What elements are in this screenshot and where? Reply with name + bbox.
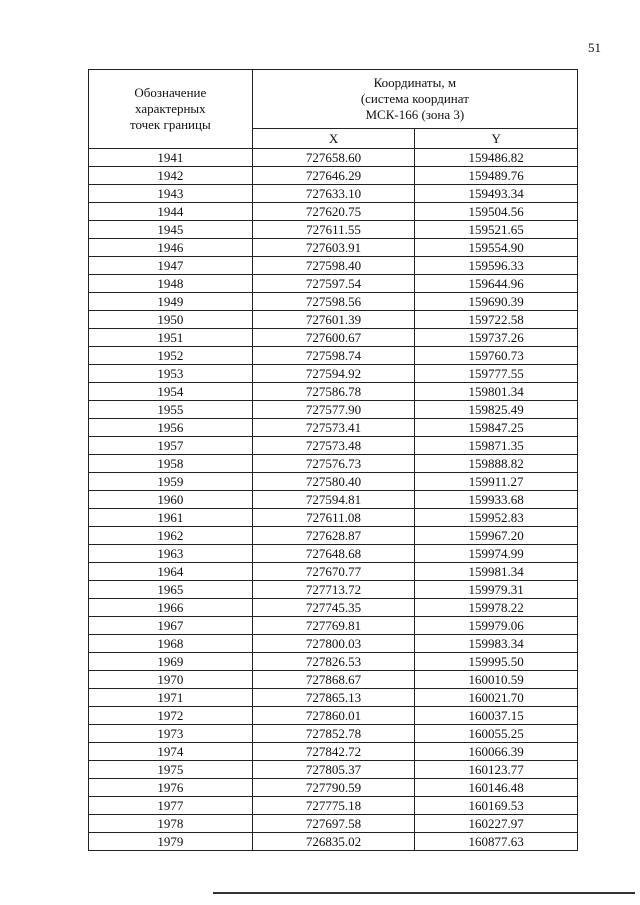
y-coordinate-cell: 159978.22 xyxy=(415,599,578,617)
x-coordinate-cell: 727580.40 xyxy=(252,473,415,491)
y-coordinate-cell: 160037.15 xyxy=(415,707,578,725)
x-coordinate-cell: 727670.77 xyxy=(252,563,415,581)
x-coordinate-cell: 727577.90 xyxy=(252,401,415,419)
x-coordinate-cell: 727611.55 xyxy=(252,221,415,239)
header-coords-line: (система координат xyxy=(360,91,469,107)
y-coordinate-cell: 159933.68 xyxy=(415,491,578,509)
table-row xyxy=(89,761,578,779)
point-id-cell: 1951 xyxy=(89,329,253,347)
table-row xyxy=(89,653,578,671)
point-id-cell: 1978 xyxy=(89,815,253,833)
x-coordinate-cell: 727586.78 xyxy=(252,383,415,401)
x-coordinate-cell: 727860.01 xyxy=(252,707,415,725)
point-id-cell: 1971 xyxy=(89,689,253,707)
y-coordinate-cell: 159974.99 xyxy=(415,545,578,563)
y-coordinate-cell: 160146.48 xyxy=(415,779,578,797)
table-row xyxy=(89,203,578,221)
point-id-cell: 1957 xyxy=(89,437,253,455)
header-coords-line: МСК-166 (зона 3) xyxy=(365,107,465,123)
x-coordinate-cell: 727598.74 xyxy=(252,347,415,365)
y-coordinate-cell: 159690.39 xyxy=(415,293,578,311)
point-id-cell: 1972 xyxy=(89,707,253,725)
point-id-cell: 1963 xyxy=(89,545,253,563)
table-row xyxy=(89,779,578,797)
x-coordinate-cell: 727697.58 xyxy=(252,815,415,833)
table-row xyxy=(89,473,578,491)
table-row xyxy=(89,725,578,743)
y-coordinate-cell: 159737.26 xyxy=(415,329,578,347)
x-coordinate-cell: 727620.75 xyxy=(252,203,415,221)
y-coordinate-cell: 159760.73 xyxy=(415,347,578,365)
footer-rule xyxy=(213,892,635,894)
table-row xyxy=(89,563,578,581)
y-coordinate-cell: 159493.34 xyxy=(415,185,578,203)
y-coordinate-cell: 160123.77 xyxy=(415,761,578,779)
table-row xyxy=(89,527,578,545)
y-coordinate-cell: 159489.76 xyxy=(415,167,578,185)
table-row xyxy=(89,383,578,401)
point-id-cell: 1954 xyxy=(89,383,253,401)
table-row xyxy=(89,707,578,725)
point-id-cell: 1973 xyxy=(89,725,253,743)
x-coordinate-cell: 727805.37 xyxy=(252,761,415,779)
point-id-cell: 1942 xyxy=(89,167,253,185)
header-x: X xyxy=(252,129,415,149)
y-coordinate-cell: 159911.27 xyxy=(415,473,578,491)
y-coordinate-cell: 159521.65 xyxy=(415,221,578,239)
table-row xyxy=(89,455,578,473)
table-row xyxy=(89,311,578,329)
x-coordinate-cell: 727865.13 xyxy=(252,689,415,707)
y-coordinate-cell: 159801.34 xyxy=(415,383,578,401)
point-id-cell: 1961 xyxy=(89,509,253,527)
table-row xyxy=(89,293,578,311)
point-id-cell: 1970 xyxy=(89,671,253,689)
point-id-cell: 1962 xyxy=(89,527,253,545)
point-id-cell: 1966 xyxy=(89,599,253,617)
y-coordinate-cell: 159825.49 xyxy=(415,401,578,419)
y-coordinate-cell: 159871.35 xyxy=(415,437,578,455)
x-coordinate-cell: 727790.59 xyxy=(252,779,415,797)
table-row xyxy=(89,347,578,365)
point-id-cell: 1955 xyxy=(89,401,253,419)
y-coordinate-cell: 159504.56 xyxy=(415,203,578,221)
y-coordinate-cell: 159983.34 xyxy=(415,635,578,653)
x-coordinate-cell: 727597.54 xyxy=(252,275,415,293)
x-coordinate-cell: 727594.92 xyxy=(252,365,415,383)
y-coordinate-cell: 160066.39 xyxy=(415,743,578,761)
coordinates-table xyxy=(88,69,578,851)
page-number: 51 xyxy=(588,40,601,55)
point-id-cell: 1977 xyxy=(89,797,253,815)
point-id-cell: 1958 xyxy=(89,455,253,473)
y-coordinate-cell: 160169.53 xyxy=(415,797,578,815)
header-coordinates xyxy=(252,70,577,129)
header-point-line: характерных xyxy=(135,101,206,116)
point-id-cell: 1949 xyxy=(89,293,253,311)
point-id-cell: 1948 xyxy=(89,275,253,293)
point-id-cell: 1953 xyxy=(89,365,253,383)
point-id-cell: 1968 xyxy=(89,635,253,653)
y-coordinate-cell: 160227.97 xyxy=(415,815,578,833)
table-row xyxy=(89,275,578,293)
y-coordinate-cell: 159888.82 xyxy=(415,455,578,473)
x-coordinate-cell: 727842.72 xyxy=(252,743,415,761)
x-coordinate-cell: 727594.81 xyxy=(252,491,415,509)
x-coordinate-cell: 727598.56 xyxy=(252,293,415,311)
table-row xyxy=(89,185,578,203)
x-coordinate-cell: 727769.81 xyxy=(252,617,415,635)
x-coordinate-cell: 727826.53 xyxy=(252,653,415,671)
point-id-cell: 1965 xyxy=(89,581,253,599)
y-coordinate-cell: 159644.96 xyxy=(415,275,578,293)
y-coordinate-cell: 159979.06 xyxy=(415,617,578,635)
point-id-cell: 1979 xyxy=(89,833,253,851)
x-coordinate-cell: 727745.35 xyxy=(252,599,415,617)
table-row xyxy=(89,491,578,509)
x-coordinate-cell: 727658.60 xyxy=(252,149,415,167)
table-row xyxy=(89,149,578,167)
x-coordinate-cell: 727598.40 xyxy=(252,257,415,275)
x-coordinate-cell: 727648.68 xyxy=(252,545,415,563)
point-id-cell: 1974 xyxy=(89,743,253,761)
x-coordinate-cell: 727633.10 xyxy=(252,185,415,203)
x-coordinate-cell: 727573.41 xyxy=(252,419,415,437)
y-coordinate-cell: 159967.20 xyxy=(415,527,578,545)
header-point-designation xyxy=(89,70,253,149)
header-coords-line: Координаты, м xyxy=(373,75,457,91)
table-row xyxy=(89,419,578,437)
table-row xyxy=(89,329,578,347)
point-id-cell: 1956 xyxy=(89,419,253,437)
y-coordinate-cell: 159596.33 xyxy=(415,257,578,275)
table-row xyxy=(89,689,578,707)
y-coordinate-cell: 159777.55 xyxy=(415,365,578,383)
table-row xyxy=(89,833,578,851)
table-row xyxy=(89,671,578,689)
point-id-cell: 1946 xyxy=(89,239,253,257)
y-coordinate-cell: 159722.58 xyxy=(415,311,578,329)
x-coordinate-cell: 727603.91 xyxy=(252,239,415,257)
point-id-cell: 1952 xyxy=(89,347,253,365)
table-row xyxy=(89,401,578,419)
y-coordinate-cell: 159979.31 xyxy=(415,581,578,599)
y-coordinate-cell: 159554.90 xyxy=(415,239,578,257)
table-row xyxy=(89,815,578,833)
header-point-line: Обозначение xyxy=(134,85,207,100)
point-id-cell: 1959 xyxy=(89,473,253,491)
point-id-cell: 1950 xyxy=(89,311,253,329)
point-id-cell: 1964 xyxy=(89,563,253,581)
point-id-cell: 1960 xyxy=(89,491,253,509)
x-coordinate-cell: 727601.39 xyxy=(252,311,415,329)
y-coordinate-cell: 159952.83 xyxy=(415,509,578,527)
y-coordinate-cell: 159995.50 xyxy=(415,653,578,671)
table-row xyxy=(89,167,578,185)
y-coordinate-cell: 160877.63 xyxy=(415,833,578,851)
x-coordinate-cell: 727800.03 xyxy=(252,635,415,653)
x-coordinate-cell: 727775.18 xyxy=(252,797,415,815)
table-row xyxy=(89,365,578,383)
table-row xyxy=(89,437,578,455)
y-coordinate-cell: 160010.59 xyxy=(415,671,578,689)
point-id-cell: 1941 xyxy=(89,149,253,167)
table-row xyxy=(89,581,578,599)
table-row xyxy=(89,221,578,239)
point-id-cell: 1967 xyxy=(89,617,253,635)
x-coordinate-cell: 727713.72 xyxy=(252,581,415,599)
y-coordinate-cell: 160055.25 xyxy=(415,725,578,743)
header-y: Y xyxy=(415,129,578,149)
y-coordinate-cell: 159981.34 xyxy=(415,563,578,581)
table-row xyxy=(89,635,578,653)
point-id-cell: 1975 xyxy=(89,761,253,779)
table-row xyxy=(89,617,578,635)
point-id-cell: 1969 xyxy=(89,653,253,671)
y-coordinate-cell: 160021.70 xyxy=(415,689,578,707)
point-id-cell: 1947 xyxy=(89,257,253,275)
x-coordinate-cell: 727573.48 xyxy=(252,437,415,455)
x-coordinate-cell: 727611.08 xyxy=(252,509,415,527)
header-point-line: точек границы xyxy=(129,117,211,132)
table-row xyxy=(89,545,578,563)
table-row xyxy=(89,239,578,257)
y-coordinate-cell: 159486.82 xyxy=(415,149,578,167)
x-coordinate-cell: 727628.87 xyxy=(252,527,415,545)
table-row xyxy=(89,797,578,815)
x-coordinate-cell: 727852.78 xyxy=(252,725,415,743)
point-id-cell: 1976 xyxy=(89,779,253,797)
table-row xyxy=(89,599,578,617)
table-row xyxy=(89,743,578,761)
point-id-cell: 1943 xyxy=(89,185,253,203)
point-id-cell: 1945 xyxy=(89,221,253,239)
point-id-cell: 1944 xyxy=(89,203,253,221)
table-row xyxy=(89,257,578,275)
table-row xyxy=(89,509,578,527)
x-coordinate-cell: 727646.29 xyxy=(252,167,415,185)
x-coordinate-cell: 727576.73 xyxy=(252,455,415,473)
x-coordinate-cell: 726835.02 xyxy=(252,833,415,851)
table-body xyxy=(89,149,578,851)
y-coordinate-cell: 159847.25 xyxy=(415,419,578,437)
x-coordinate-cell: 727868.67 xyxy=(252,671,415,689)
x-coordinate-cell: 727600.67 xyxy=(252,329,415,347)
